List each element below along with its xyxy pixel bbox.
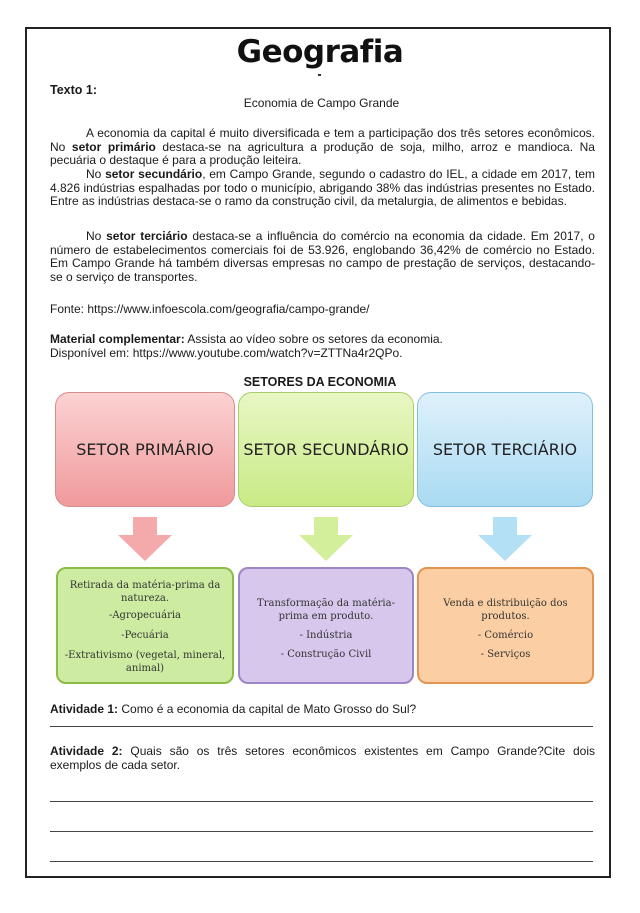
arrow-down-icon-primario xyxy=(118,517,172,561)
detail-line: Venda e distribuição dos xyxy=(443,598,568,609)
material-complementar xyxy=(50,333,610,347)
diagram-title: SETORES DA ECONOMIA xyxy=(243,375,397,389)
atividade1-label: Atividade 1: xyxy=(50,702,119,716)
detail-line: -Extrativismo (vegetal, mineral, xyxy=(64,650,226,661)
fonte-line: Fonte: https://www.infoescola.com/geografia/campo-grande/ xyxy=(50,302,370,316)
detail-line: - Construção Civil xyxy=(280,649,372,660)
answer-line-3[interactable] xyxy=(50,831,593,832)
sector-detail-terciario xyxy=(417,567,594,684)
detail-line: - Comércio xyxy=(477,630,534,641)
p2-text-c: , em Campo Grande, segundo o cadastro do IEL, a cidade em 2017, tem 4.826 indústrias espalhadas por todo o município, abrigando 38% das indústrias presentes no Estado. Entre as indústrias destaca-se o ramo da construção civil, da metalurgia, de alimentos e bebidas. xyxy=(50,167,595,208)
arrow-down-icon-terciario xyxy=(478,517,532,561)
texto1-heading: Economia de Campo Grande xyxy=(243,96,400,110)
sector-box-primario xyxy=(55,392,235,507)
detail-line: Transformação da matéria- xyxy=(257,598,395,609)
detail-line: produtos. xyxy=(481,611,530,622)
disponivel-line: Disponível em: https://www.youtube.com/watch?v=ZTTNa4r2QPo. xyxy=(50,346,403,360)
p2-text-a: No xyxy=(86,167,106,181)
sector-box-terciario xyxy=(417,392,593,507)
atividade1-text: Como é a economia da capital de Mato Grosso do Sul? xyxy=(118,702,417,716)
atividade-2 xyxy=(50,745,595,772)
page-title: Geografia xyxy=(236,34,404,70)
material-text: Assista ao vídeo sobre os setores da economia. xyxy=(184,332,443,346)
detail-line: natureza. xyxy=(121,593,169,604)
answer-line-4[interactable] xyxy=(50,861,593,862)
sector-name-terciario: SETOR TERCIÁRIO xyxy=(432,440,578,459)
detail-line: - Serviços xyxy=(480,649,531,660)
texto1-paragraph-3 xyxy=(50,230,595,284)
sector-box-secundario xyxy=(238,392,414,507)
arrow-down-icon-secundario xyxy=(299,517,353,561)
title-mark xyxy=(318,74,321,76)
detail-line: Retirada da matéria-prima da xyxy=(69,580,221,591)
p3-text-a: No xyxy=(86,229,107,243)
detail-line: animal) xyxy=(125,663,165,674)
texto1-paragraph-2 xyxy=(50,168,595,209)
detail-line: prima em produto. xyxy=(278,611,374,622)
sector-name-secundario: SETOR SECUNDÁRIO xyxy=(243,440,409,459)
detail-line: -Pecuária xyxy=(121,630,169,641)
sector-name-primario: SETOR PRIMÁRIO xyxy=(76,440,214,459)
p1-text-a: A economia da capital é muito diversificada e tem a participação dos três setores econômicos. No xyxy=(50,126,595,154)
p2-bold: setor secundário xyxy=(105,167,203,181)
material-label: Material complementar: xyxy=(50,332,185,346)
answer-line-1[interactable] xyxy=(50,726,593,727)
texto1-label: Texto 1: xyxy=(50,83,97,97)
atividade-1 xyxy=(50,703,600,717)
p1-text-c: destaca-se na agricultura a produção de soja, milho, arroz e mandioca. Na pecuária o destaque é para a produção leiteira. xyxy=(50,139,595,167)
p3-bold: setor terciário xyxy=(106,229,188,243)
detail-line: -Agropecuária xyxy=(108,610,182,621)
answer-line-2[interactable] xyxy=(50,801,593,802)
p1-bold: setor primário xyxy=(71,139,156,154)
sector-detail-secundario xyxy=(238,567,414,684)
sector-detail-primario xyxy=(56,567,234,684)
atividade2-text: Quais são os três setores econômicos existentes em Campo Grande?Cite dois exemplos de cada setor. xyxy=(50,744,595,772)
texto1-paragraph-1 xyxy=(50,127,595,168)
atividade2-label: Atividade 2: xyxy=(50,744,123,758)
detail-line: - Indústria xyxy=(299,630,353,641)
p3-text-c: destaca-se a influência do comércio na economia da cidade. Em 2017, o número de estabelecimentos comerciais foi de 53.926, englobando 36,42% de comércio no Estado. Em Campo Grande há também diversas empresas no campo de prestação de serviços, destacando-se o serviço de transportes. xyxy=(50,229,595,284)
